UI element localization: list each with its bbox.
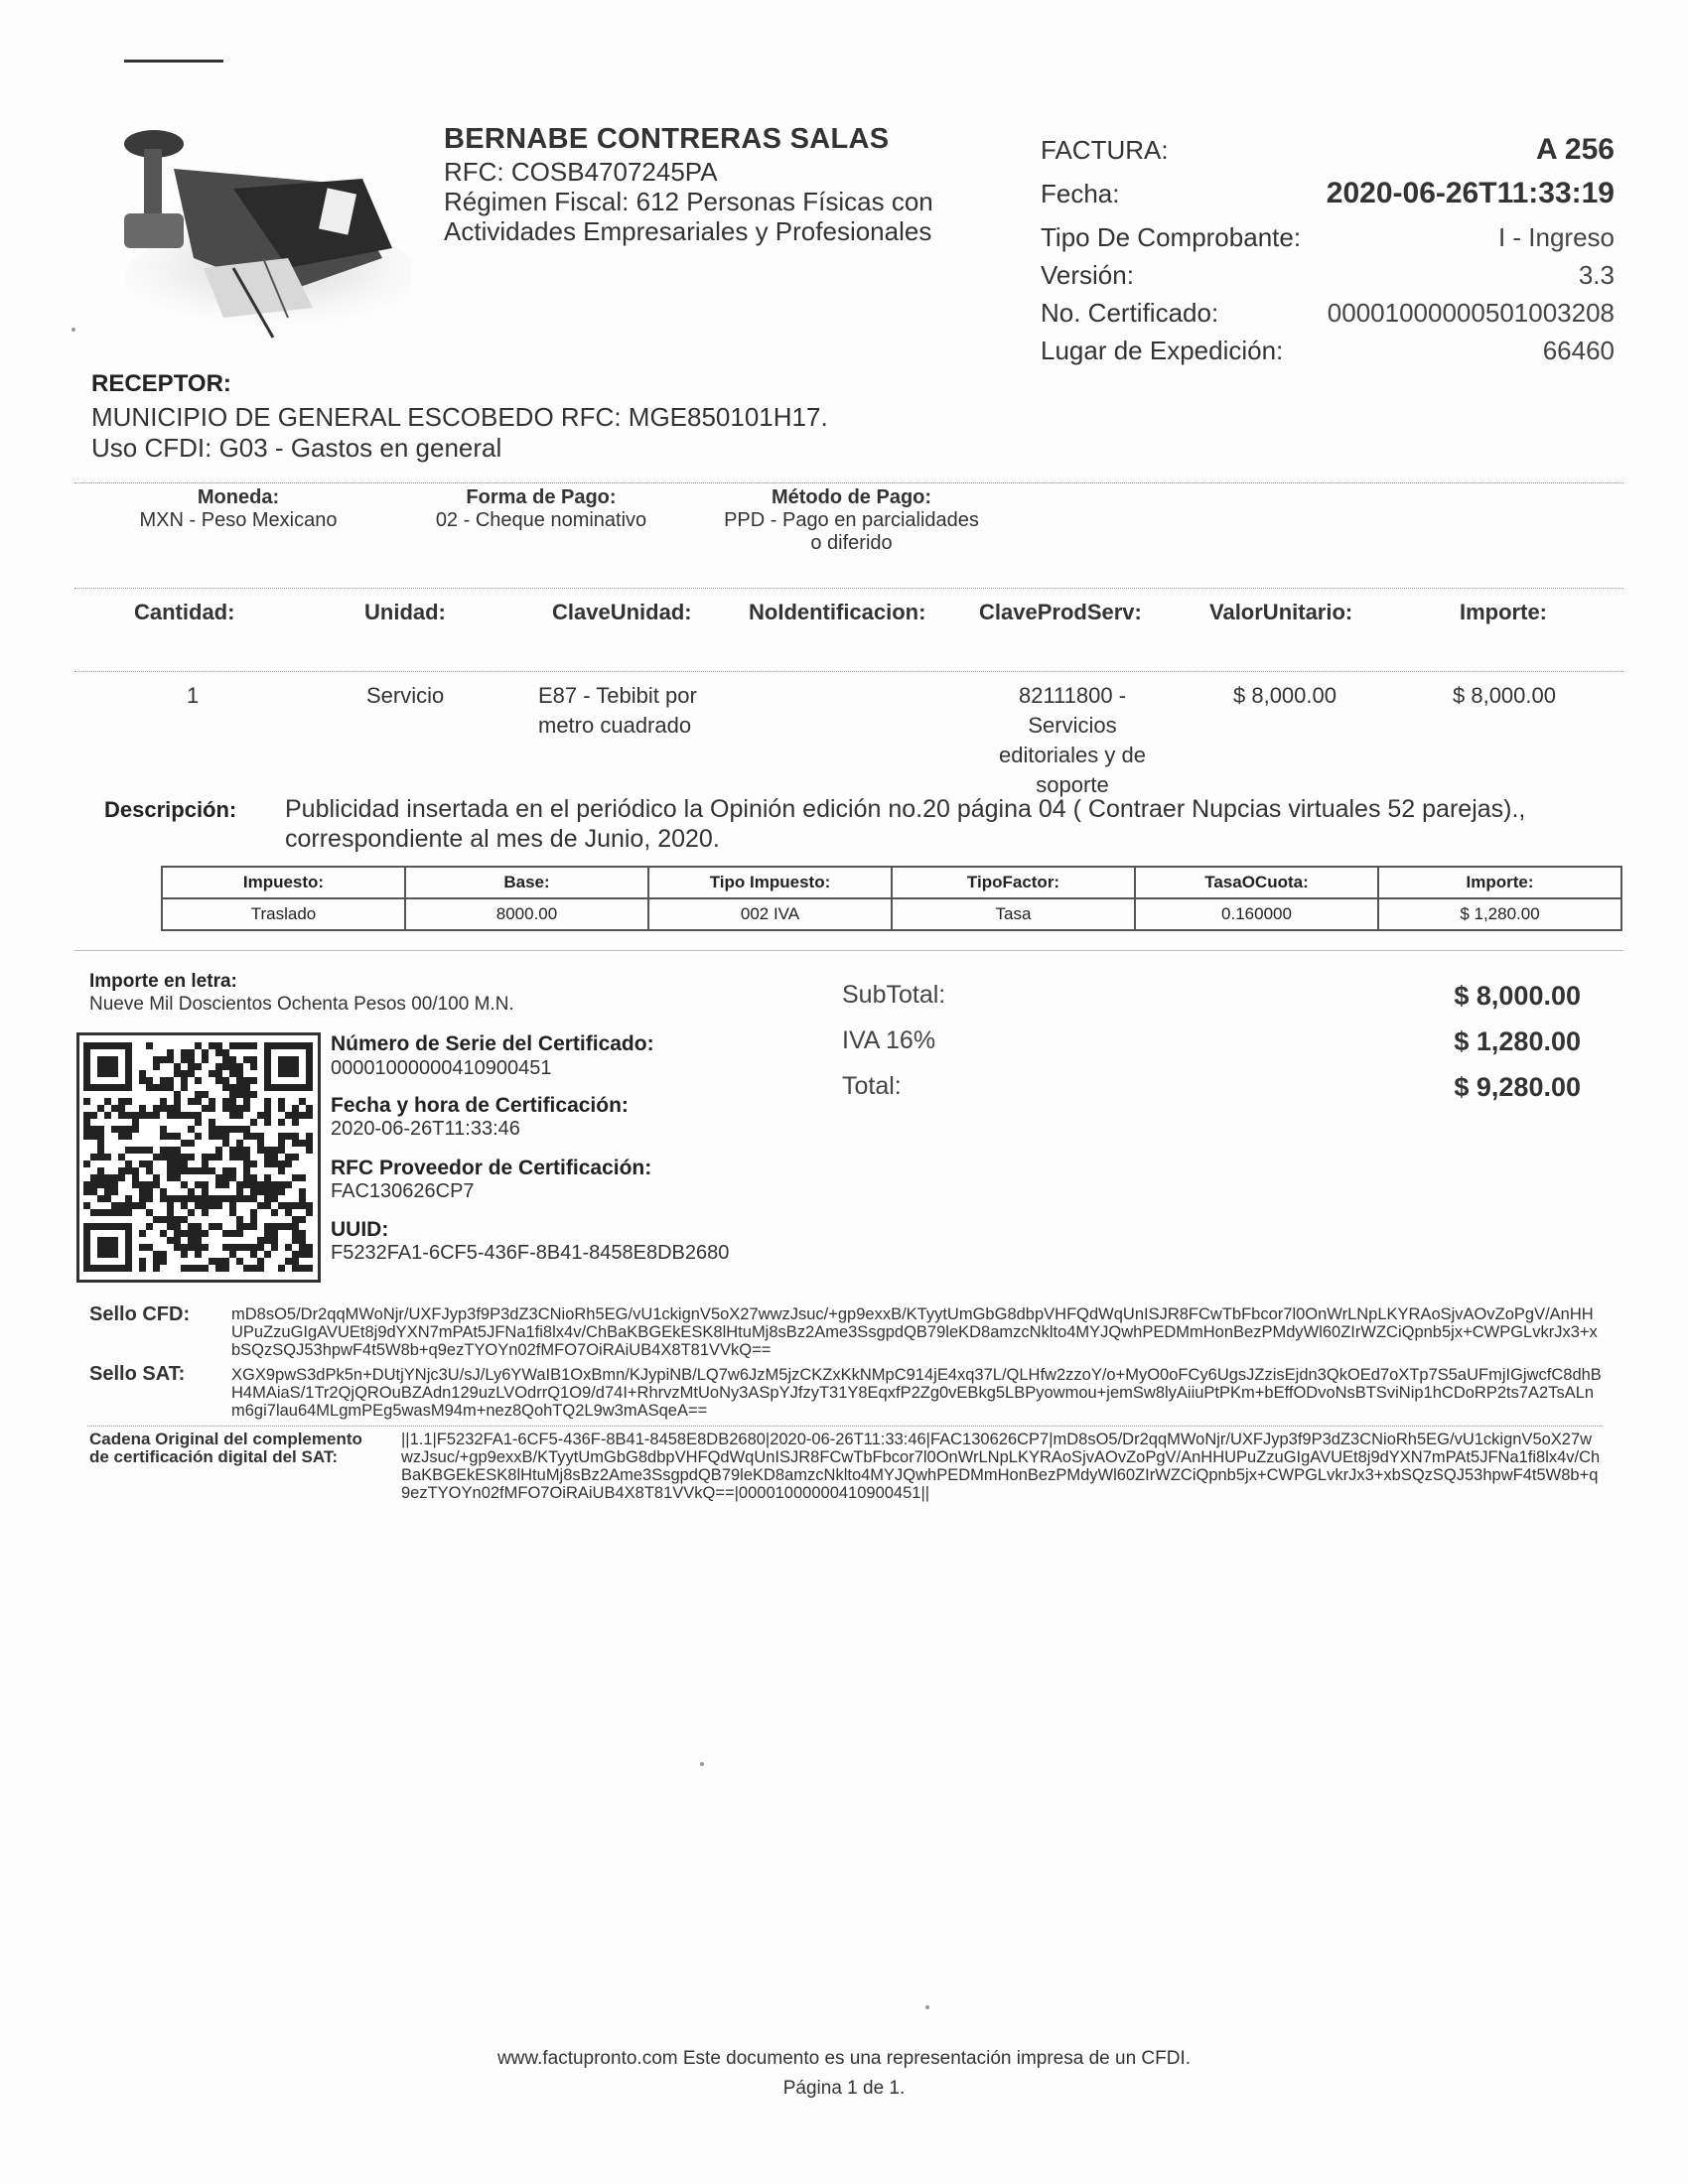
scan-speck <box>71 328 75 332</box>
concept-clave-prod-line: soporte <box>1036 772 1109 797</box>
cadena-original-label: Cadena Original del complemento de certificación digital del SAT: <box>89 1430 362 1466</box>
col-header-cantidad: Cantidad: <box>134 600 235 624</box>
table-row <box>162 898 1621 930</box>
tax-cell-tipo-impuesto: 002 IVA <box>648 898 892 930</box>
concept-clave-unidad <box>538 681 697 741</box>
concept-clave-prod-serv <box>963 681 1182 800</box>
invoice-number-value: A 256 <box>1536 133 1615 166</box>
col-header-clave-unidad: ClaveUnidad: <box>552 600 692 624</box>
invoice-place-value: 66460 <box>1542 336 1615 365</box>
invoice-place-row <box>1041 336 1615 366</box>
amount-words-label: Importe en letra: <box>89 971 237 992</box>
concept-valor-unitario: $ 8,000.00 <box>1233 683 1336 708</box>
divider <box>87 1426 1602 1427</box>
invoice-version-row <box>1041 260 1615 291</box>
payment-method <box>695 486 1008 555</box>
description-text: Publicidad insertada en el periódico la Opinión edición no.20 página 04 ( Contraer Nupcias virtuales 52 parejas)., correspondiente al mes de Junio, 2020. <box>285 795 1526 853</box>
currency-label: Moneda: <box>197 486 280 508</box>
tax-header-importe: Importe: <box>1378 867 1621 898</box>
payment-currency <box>99 486 377 532</box>
cert-serial-value: 00001000000410900451 <box>331 1057 552 1079</box>
invoice-type-row <box>1041 222 1615 253</box>
col-header-no-identificacion: NoIdentificacion: <box>749 600 926 624</box>
col-header-unidad: Unidad: <box>364 600 446 624</box>
invoice-date-value: 2020-06-26T11:33:19 <box>1326 177 1615 209</box>
scan-mark <box>124 60 223 63</box>
concept-clave-unidad-line: metro cuadrado <box>538 713 692 738</box>
tax-header-impuesto: Impuesto: <box>162 867 405 898</box>
divider <box>74 950 1623 951</box>
invoice-date-label: Fecha: <box>1041 179 1120 208</box>
cert-uuid-value: F5232FA1-6CF5-436F-8B41-8458E8DB2680 <box>331 1242 730 1264</box>
sello-cfd-label: Sello CFD: <box>89 1303 191 1325</box>
tax-header-base: Base: <box>405 867 648 898</box>
receptor-title: RECEPTOR: <box>91 370 231 397</box>
emitter-regimen: Régimen Fiscal: 612 Personas Físicas con <box>444 187 933 216</box>
receptor-name-rfc: MUNICIPIO DE GENERAL ESCOBEDO RFC: MGE850101H17. <box>91 402 828 432</box>
receptor-uso-cfdi: Uso CFDI: G03 - Gastos en general <box>91 433 502 463</box>
payment-method-label: Método de Pago: <box>771 486 932 508</box>
subtotal-value: $ 8,000.00 <box>1454 981 1581 1011</box>
invoice-certificate-value: 00001000000501003208 <box>1327 298 1615 328</box>
concept-clave-prod-line: editoriales y de <box>999 743 1146 767</box>
description-label: Descripción: <box>104 797 237 822</box>
sello-sat-value: XGX9pwS3dPk5n+DUtjYNjc3U/sJ/Ly6YWaIB1OxBmn/KJypiNB/LQ7w6JzM5jzCKZxKkNMpC914jE4xq37L/QLHfw2zzoY/o+MyO0oFCy6UgsJZzisEjdn3QkOEd7oXTp7S5aUFmjIGjwcfC8dhBH4MAiaS/1Tr2QjQROuBZAdn129uzLVOdrrQ1O9/d74I+RhrvzMtUoNy3ASpYJfzyT31Y8EqxfP2Zg0vEBkg5LBPyowmou+jemSw8lyAiiuPtPKm+bEffODvoNsBTSviNip1hCDoRP2ts7A2TsALnm6gi7lau64MLgmPEg5wasM94m+nez8QohTQ2L9w3mASqeA== <box>231 1366 1602 1420</box>
tax-cell-tipo-factor: Tasa <box>892 898 1135 930</box>
invoice-type-value: I - Ingreso <box>1497 222 1615 252</box>
qr-code-icon <box>76 1032 321 1283</box>
payment-form-label: Forma de Pago: <box>466 486 617 508</box>
cert-uuid-label: UUID: <box>331 1218 389 1241</box>
divider <box>74 671 1623 672</box>
scan-speck <box>925 2005 929 2009</box>
divider <box>74 482 1623 483</box>
emitter-name: BERNABE CONTRERAS SALAS <box>444 123 890 155</box>
invoice-version-label: Versión: <box>1041 260 1134 290</box>
col-header-valor-unitario: ValorUnitario: <box>1209 600 1353 624</box>
scan-speck <box>700 1762 704 1766</box>
payment-method-value: PPD - Pago en parcialidades <box>724 509 979 531</box>
sello-sat-label: Sello SAT: <box>89 1363 186 1385</box>
tax-header-tasa-cuota: TasaOCuota: <box>1135 867 1378 898</box>
payment-form-value: 02 - Cheque nominativo <box>435 509 647 531</box>
cert-provider-rfc-label: RFC Proveedor de Certificación: <box>331 1157 652 1179</box>
concept-clave-unidad-line: E87 - Tebibit por <box>538 683 697 708</box>
iva-label: IVA 16% <box>842 1026 936 1054</box>
invoice-date-row <box>1041 177 1615 210</box>
tax-table-header-row <box>162 867 1621 898</box>
tax-header-tipo-impuesto: Tipo Impuesto: <box>648 867 892 898</box>
cert-serial-label: Número de Serie del Certificado: <box>331 1032 654 1055</box>
amount-words-value: Nueve Mil Doscientos Ochenta Pesos 00/100 M.N. <box>89 994 514 1015</box>
payment-form <box>407 486 675 532</box>
col-header-clave-prod-serv: ClaveProdServ: <box>979 600 1142 624</box>
invoice-version-value: 3.3 <box>1578 260 1615 290</box>
company-logo-image <box>114 109 412 342</box>
cert-provider-rfc-value: FAC130626CP7 <box>331 1180 475 1202</box>
invoice-number-row <box>1041 133 1615 167</box>
currency-value: MXN - Peso Mexicano <box>139 509 338 531</box>
tax-cell-base: 8000.00 <box>405 898 648 930</box>
iva-value: $ 1,280.00 <box>1454 1026 1581 1056</box>
col-header-importe: Importe: <box>1460 600 1547 624</box>
sello-cfd-value: mD8sO5/Dr2qqMWoNjr/UXFJyp3f9P3dZ3CNioRh5EG/vU1ckignV5oX27wwzJsuc/+gp9exxB/KTyytUmGbG8dbpVHFQdWqUnISJR8FCwTbFbcor7l0OnWrLNpLKYRAoSjvAOvZoPgV/AnHHUPuZzuGIgAVUEt8j9dYXN7mPAt5JFNa1fi8lx4v/ChBaKBGEkESK8lHtuMj8sBz2Ame3SsgpdQB79leKD8amzcNklto4MYJQwhPEDMmHonBezPMdyWl60ZIrWZCiQpnb5jx+CWPGLvkrJx3+xbSQzSQJ53hpwF4t5W8b+q9ezTYOYn02fMFO7OiRAiUB4X8T81VVkQ== <box>231 1305 1598 1359</box>
cert-date-label: Fecha y hora de Certificación: <box>331 1094 629 1117</box>
invoice-type-label: Tipo De Comprobante: <box>1041 222 1302 252</box>
footer-note: www.factupronto.com Este documento es una representación impresa de un CFDI. <box>496 2048 1192 2069</box>
total-label: Total: <box>842 1072 902 1100</box>
emitter-rfc: RFC: COSB4707245PA <box>444 157 718 187</box>
emitter-regimen-continued: Actividades Empresariales y Profesionales <box>444 216 932 246</box>
concept-clave-prod-line: Servicios <box>1028 713 1117 738</box>
tax-cell-tasa-cuota: 0.160000 <box>1135 898 1378 930</box>
tax-table <box>161 866 1622 931</box>
concept-importe: $ 8,000.00 <box>1453 683 1556 708</box>
invoice-number-label: FACTURA: <box>1041 135 1169 165</box>
concept-cantidad: 1 <box>187 683 200 708</box>
cadena-original-value: ||1.1|F5232FA1-6CF5-436F-8B41-8458E8DB2680|2020-06-26T11:33:46|FAC130626CP7|mD8sO5/Dr2qqMWoNjr/UXFJyp3f9P3dZ3CNioRh5EG/vU1ckignV5oX27wwzJsuc/+gp9exxB/KTyytUmGbG8dbpVHFQdWqUnISJR8FCwTbFbcor7l0OnWrLNpLKYRAoSjvAOvZoPgV/AnHHUPuZzuGIgAVUEt8j9dYXN7mPAt5JFNa1fi8lx4v/ChBaKBGEkESK8lHtuMj8sBz2Ame3SsgpdQB79leKD8amzcNklto4MYJQwhPEDMmHonBezPMdyWl60ZIrWZCiQpnb5jx+CWPGLvkrJx3+xbSQzSQJ53hpwF4t5W8b+q9ezTYOYn02fMFO7OiRAiUB4X8T81VVkQ==|00001000000410900451|| <box>401 1431 1601 1502</box>
invoice-place-label: Lugar de Expedición: <box>1041 336 1284 365</box>
tax-cell-impuesto: Traslado <box>162 898 405 930</box>
page-number: Página 1 de 1. <box>782 2078 906 2099</box>
total-value: $ 9,280.00 <box>1454 1072 1581 1102</box>
cert-date-value: 2020-06-26T11:33:46 <box>331 1118 520 1140</box>
subtotal-label: SubTotal: <box>842 981 946 1009</box>
payment-method-value-continued: o diferido <box>810 532 893 554</box>
concept-unidad: Servicio <box>366 683 445 708</box>
tax-cell-importe: $ 1,280.00 <box>1378 898 1621 930</box>
concept-clave-prod-line: 82111800 - <box>1018 683 1127 708</box>
tax-header-tipo-factor: TipoFactor: <box>892 867 1135 898</box>
invoice-certificate-row <box>1041 298 1615 329</box>
invoice-certificate-label: No. Certificado: <box>1041 298 1219 328</box>
divider <box>74 588 1623 589</box>
